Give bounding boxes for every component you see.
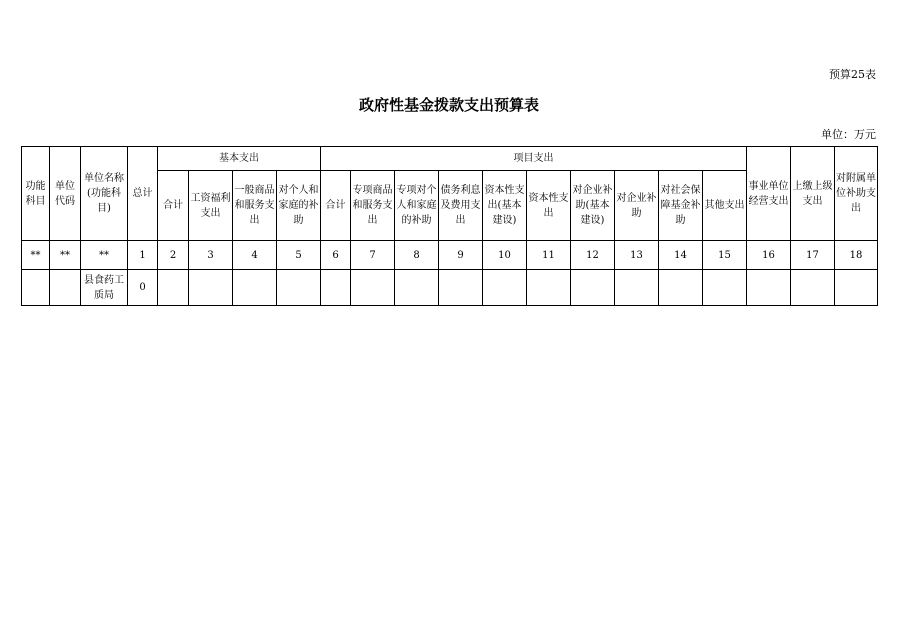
unit-label: 单位：万元 <box>821 128 876 141</box>
header-unit-name: 单位名称(功能科目) <box>81 147 128 241</box>
index-cell: 6 <box>321 241 351 270</box>
cell-value <box>277 270 321 306</box>
header-turn-over: 上缴上级支出 <box>791 147 835 241</box>
cell-value <box>659 270 703 306</box>
index-cell: ** <box>50 241 81 270</box>
header-project-expenditure: 项目支出 <box>321 147 747 171</box>
index-cell: 1 <box>128 241 158 270</box>
cell-value <box>703 270 747 306</box>
cell-value <box>439 270 483 306</box>
index-cell: 2 <box>158 241 189 270</box>
index-cell: 5 <box>277 241 321 270</box>
cell-value <box>233 270 277 306</box>
index-cell: 13 <box>615 241 659 270</box>
index-cell: 17 <box>791 241 835 270</box>
header-subsidiary: 对附属单位补助支出 <box>835 147 878 241</box>
cell-value <box>483 270 527 306</box>
index-cell: 11 <box>527 241 571 270</box>
cell-unit-code <box>50 270 81 306</box>
header-basic-expenditure: 基本支出 <box>158 147 321 171</box>
header-project-social-security: 对社会保障基金补助 <box>659 171 703 241</box>
header-project-debt: 债务利息及费用支出 <box>439 171 483 241</box>
header-unit-code: 单位代码 <box>50 147 81 241</box>
index-cell: 9 <box>439 241 483 270</box>
header-basic-wages: 工资福利支出 <box>189 171 233 241</box>
index-cell: 16 <box>747 241 791 270</box>
header-project-enterprise: 对企业补助 <box>615 171 659 241</box>
index-cell: 8 <box>395 241 439 270</box>
page-title: 政府性基金拨款支出预算表 <box>358 96 539 114</box>
cell-value <box>321 270 351 306</box>
header-total: 总计 <box>128 147 158 241</box>
header-basic-goods: 一般商品和服务支出 <box>233 171 277 241</box>
header-project-enterprise-construction: 对企业补助(基本建设) <box>571 171 615 241</box>
index-cell: ** <box>81 241 128 270</box>
header-project-goods: 专项商品和服务支出 <box>351 171 395 241</box>
cell-value <box>351 270 395 306</box>
budget-table <box>21 146 878 306</box>
cell-value <box>189 270 233 306</box>
index-cell: 15 <box>703 241 747 270</box>
header-project-total: 合计 <box>321 171 351 241</box>
cell-value <box>791 270 835 306</box>
index-cell: 12 <box>571 241 615 270</box>
index-cell: 14 <box>659 241 703 270</box>
header-basic-individual: 对个人和家庭的补助 <box>277 171 321 241</box>
cell-unit-name: 县食药工质局 <box>81 270 128 306</box>
index-cell: 7 <box>351 241 395 270</box>
cell-value <box>571 270 615 306</box>
table-row <box>22 270 878 306</box>
index-cell: 18 <box>835 241 878 270</box>
cell-function-subject <box>22 270 50 306</box>
cell-value <box>395 270 439 306</box>
index-cell: ** <box>22 241 50 270</box>
cell-value <box>527 270 571 306</box>
header-project-capital-construction: 资本性支出(基本建设) <box>483 171 527 241</box>
header-business-operation: 事业单位经营支出 <box>747 147 791 241</box>
form-number: 预算25表 <box>829 68 876 81</box>
header-project-other: 其他支出 <box>703 171 747 241</box>
header-project-capital: 资本性支出 <box>527 171 571 241</box>
header-project-individual: 专项对个人和家庭的补助 <box>395 171 439 241</box>
cell-value <box>158 270 189 306</box>
header-basic-total: 合计 <box>158 171 189 241</box>
cell-total: 0 <box>128 270 158 306</box>
index-cell: 4 <box>233 241 277 270</box>
index-cell: 3 <box>189 241 233 270</box>
index-cell: 10 <box>483 241 527 270</box>
cell-value <box>615 270 659 306</box>
cell-value <box>747 270 791 306</box>
header-function-subject: 功能科目 <box>22 147 50 241</box>
cell-value <box>835 270 878 306</box>
